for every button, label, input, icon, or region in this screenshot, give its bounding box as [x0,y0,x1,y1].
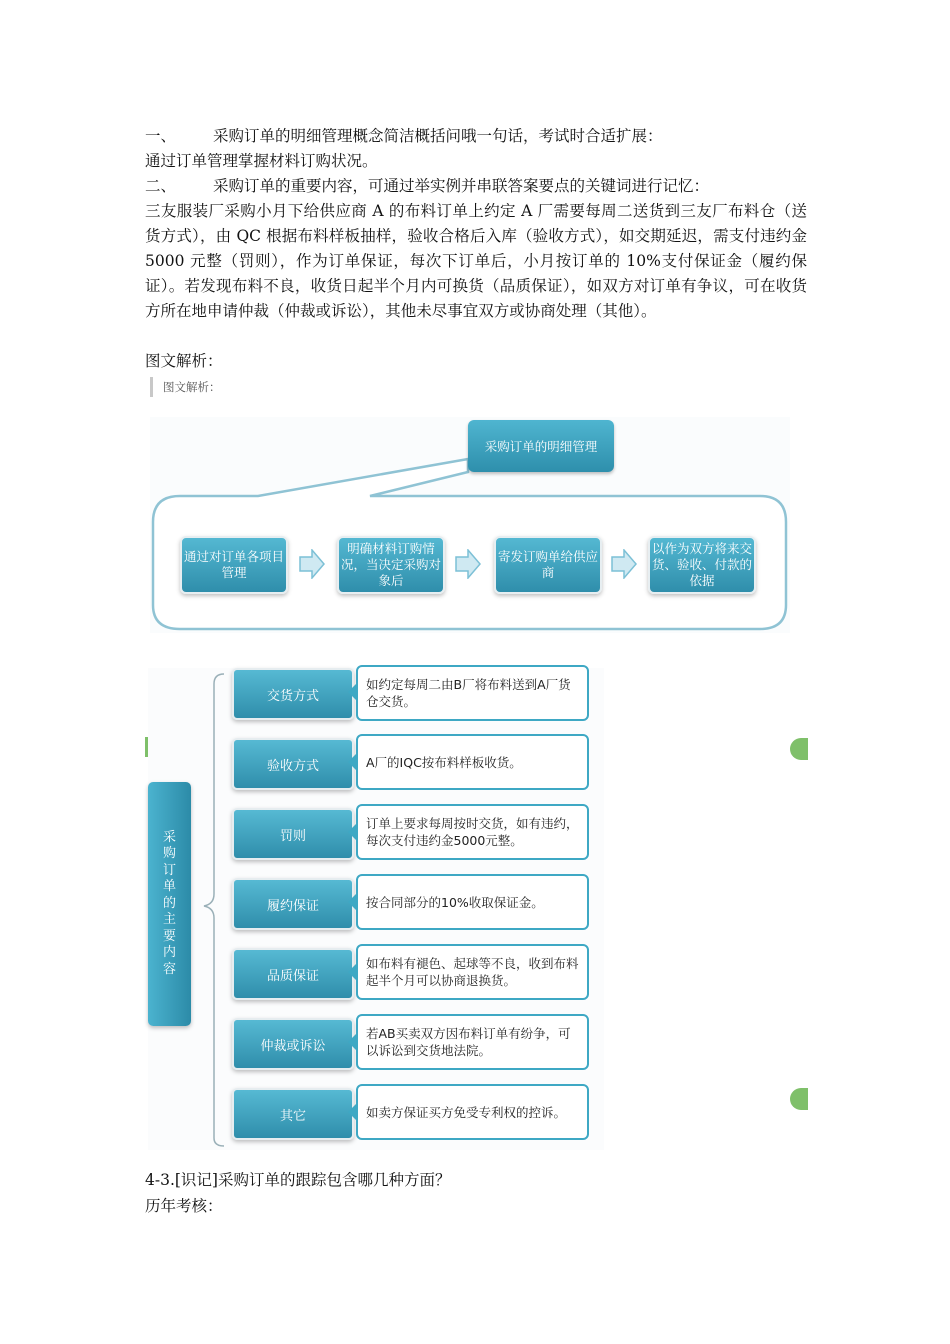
main-topic-label: 采购订单的主要内容 [162,829,176,977]
side-button-icon[interactable] [790,738,808,760]
desc-box-delivery: 如约定每周二由B厂将布料送到A厂货仓交货。 [356,665,589,721]
category-box-quality: 品质保证 [232,948,354,1000]
section-1-text: 采购订单的明细管理概念简洁概括问哦一句话，考试时合适扩展： [213,127,663,145]
right-arrow-icon [298,549,326,579]
section-2-number: 二、 [145,177,177,195]
flow-step-3: 寄发订购单给供应商 [494,536,602,594]
curly-brace [196,668,232,1150]
question-heading: 4-3.[识记]采购订单的跟踪包含哪几种方面？ [145,1171,451,1189]
content-tree-diagram [148,668,604,1150]
section-1-heading [145,124,663,149]
category-box-delivery: 交货方式 [232,668,354,720]
main-topic-box [148,782,191,1026]
flow-step-1: 通过对订单各项目管理 [180,536,288,594]
category-box-arbitration: 仲裁或诉讼 [232,1018,354,1070]
desc-box-other: 如卖方保证买方免受专利权的控诉。 [356,1084,589,1140]
desc-box-performance: 按合同部分的10%收取保证金。 [356,874,589,930]
category-box-inspection: 验收方式 [232,738,354,790]
desc-box-penalty: 订单上要求每周按时交货，如有违约，每次支付违约金5000元整。 [356,804,589,860]
right-arrow-icon [454,549,482,579]
desc-box-inspection: A厂的IQC按布料样板收货。 [356,734,589,790]
flow-step-2: 明确材料订购情况，当决定采购对象后 [337,536,445,594]
desc-box-arbitration: 若AB买卖双方因布料订单有纷争，可以诉讼到交货地法院。 [356,1014,589,1070]
section-2-heading [145,174,709,199]
section-1-answer: 通过订单管理掌握材料订购状况。 [145,152,378,170]
figure-label: 图文解析： [145,352,223,370]
diagram-header: 采购订单的明细管理 [468,420,614,472]
category-box-other: 其它 [232,1088,354,1140]
flow-step-4: 以作为双方将来交货、验收、付款的依据 [648,536,756,594]
right-arrow-icon [610,549,638,579]
section-1-number: 一、 [145,127,177,145]
figure-caption: 图文解析： [150,377,221,397]
scroll-top-icon[interactable] [790,1088,808,1110]
category-box-penalty: 罚则 [232,808,354,860]
flow-diagram [150,417,790,633]
example-paragraph: 三友服装厂采购小月下给供应商 A 的布料订单上约定 A 厂需要每周二送货到三友厂布料仓（送货方式），由 QC 根据布料样板抽样，验收合格后入库（验收方式），如交期延迟，需支付违约金 5000 元整（罚则），作为订单保证，每次下订单后，小月按订单的 10%支付保证金（履约保证）。若发现布料不良，收货日起半个月内可换货（品质保证），如双方对订单有争议，可在收货方所在地申请仲裁（仲裁或诉讼），其他未尽事宜双方或协商处理（其他）。 [145,202,807,320]
desc-box-quality: 如布料有褪色、起球等不良，收到布料起半个月可以协商退换货。 [356,944,589,1000]
history-label: 历年考核： [145,1197,223,1215]
section-2-text: 采购订单的重要内容，可通过举实例并串联答案要点的关键词进行记忆： [213,177,710,195]
category-box-performance: 履约保证 [232,878,354,930]
